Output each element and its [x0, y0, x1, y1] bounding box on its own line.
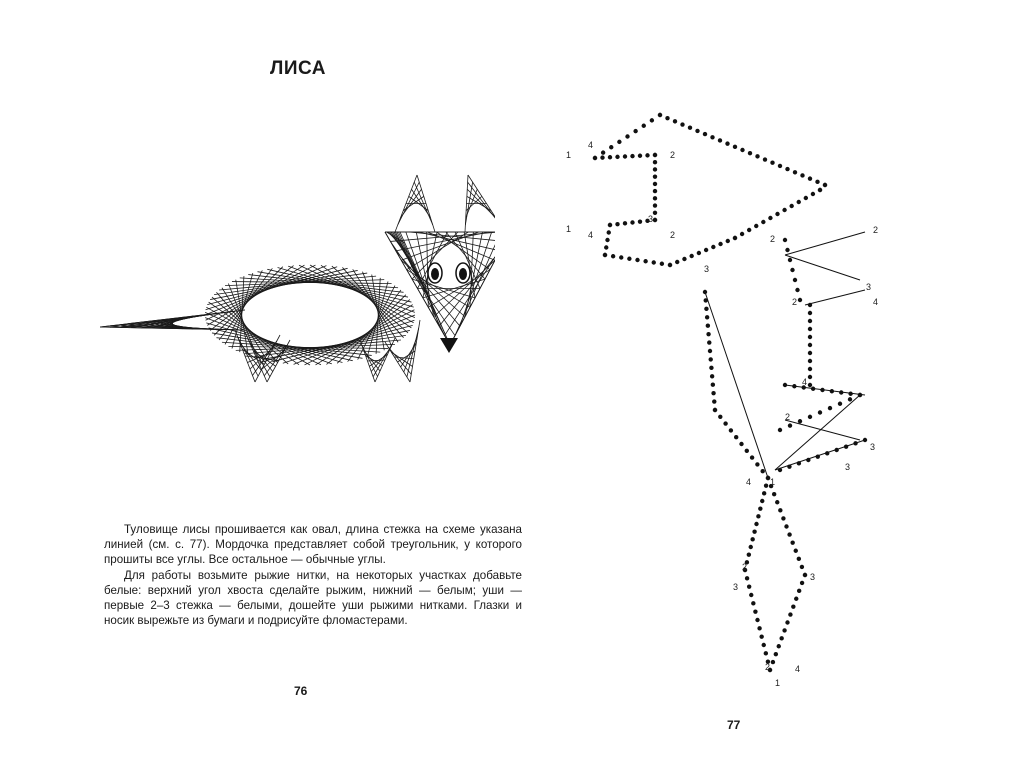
- svg-text:1: 1: [566, 224, 572, 234]
- page-title: ЛИСА: [270, 58, 326, 79]
- svg-text:3: 3: [870, 442, 876, 452]
- svg-text:1: 1: [770, 477, 776, 487]
- svg-text:3: 3: [845, 462, 851, 472]
- fox-eyes: [428, 263, 470, 283]
- fox-nose: [440, 338, 458, 353]
- svg-text:2: 2: [873, 225, 879, 235]
- svg-text:3: 3: [704, 264, 710, 274]
- fox-string-art-illustration: [95, 170, 495, 390]
- paragraph-2: Для работы возьмите рыжие нитки, на некоторых участках добавьте белые: верхний угол хвоста сделайте рыжим, нижний — белым; уши — первые 2–3 стежка — белыми, дошейте уши рыжими нитками. Глазки и носик вырежьте из бумаги и подрисуйте фломастерами.: [104, 568, 522, 628]
- paragraph-1: Туловище лисы прошивается как овал, длина стежка на схеме указана линией (см. с. 77). Мордочка представляет собой треугольник, у которого прошиты все углы. Все остальное — обычные углы.: [104, 523, 522, 567]
- svg-text:4: 4: [588, 140, 594, 150]
- right-page: [520, 0, 1024, 767]
- instructions-text: [104, 522, 522, 628]
- stitch-scheme-diagram: [520, 0, 1024, 767]
- svg-text:2: 2: [770, 234, 776, 244]
- svg-text:4: 4: [795, 664, 801, 674]
- page-number: 76: [294, 684, 308, 698]
- page-number: 77: [727, 718, 741, 732]
- svg-text:2: 2: [670, 150, 676, 160]
- svg-text:2: 2: [742, 562, 748, 572]
- svg-text:1: 1: [775, 678, 781, 688]
- svg-text:3: 3: [810, 572, 816, 582]
- svg-text:4: 4: [746, 477, 752, 487]
- svg-text:1: 1: [566, 150, 572, 160]
- svg-text:3: 3: [733, 582, 739, 592]
- svg-text:3: 3: [648, 214, 654, 224]
- svg-text:2: 2: [792, 297, 798, 307]
- svg-text:2: 2: [765, 662, 771, 672]
- svg-text:3: 3: [866, 282, 872, 292]
- svg-text:4: 4: [873, 297, 879, 307]
- svg-text:2: 2: [670, 230, 676, 240]
- svg-text:4: 4: [802, 377, 808, 387]
- svg-text:2: 2: [785, 412, 791, 422]
- svg-text:4: 4: [588, 230, 594, 240]
